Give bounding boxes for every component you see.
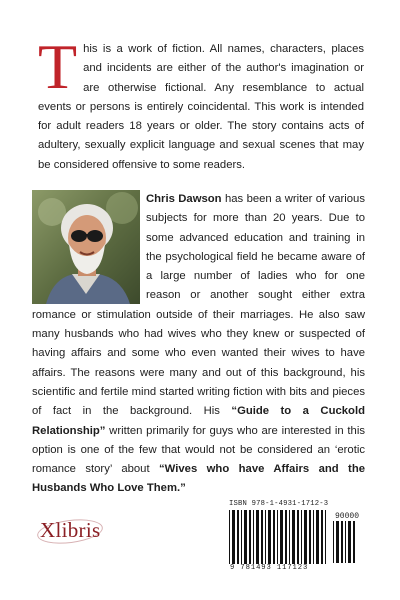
book-title: “Guide to a Cuckold Relationship”	[32, 405, 365, 437]
price-code: 90000	[335, 512, 360, 521]
xlibris-logo: Xlibris	[40, 518, 101, 542]
barcode-addon	[333, 521, 357, 563]
barcode	[229, 510, 329, 564]
author-name: Chris Dawson	[146, 193, 222, 205]
isbn-label: ISBN 978-1-4931-1712-3	[229, 500, 329, 508]
bio-part-1: has been a writer of various subjects for more than 20 years. Due to some advanced education and training in the psychological field he became aware of a large number of ladies who for one reason or another sought either extra romance or stimulation outside of their marriages. He also saw many husbands who had wives who they knew or suspected of having affairs and some who even wanted their wives to have affairs. The reasons were many and out of this background, his scientific and fertile mind started writing fiction with bits and pieces of fact in the background. His	[32, 193, 365, 418]
drop-cap: T	[38, 31, 78, 102]
barcode-digits: 9 781493 117123	[230, 564, 309, 572]
series-title: “Wives who have Affairs and the Husbands Who Love Them.”	[32, 463, 366, 495]
disclaimer-text: his is a work of fiction. All names, characters, places and incidents are either of the author's imagination or are otherwise fictional. Any resemblance to actual events or persons is entirely coincidental. This work is intended for adult readers 18 years or older. The story contains acts of adultery, sexually explicit language and sexual scenes that may be considered offensive to some readers.	[38, 43, 364, 171]
bio-part-2: written primarily for guys who are interested in this option is one of the few that would not be considered an ‘erotic romance story’ about	[32, 424, 365, 476]
disclaimer-paragraph	[38, 31, 364, 175]
author-bio	[32, 190, 365, 499]
